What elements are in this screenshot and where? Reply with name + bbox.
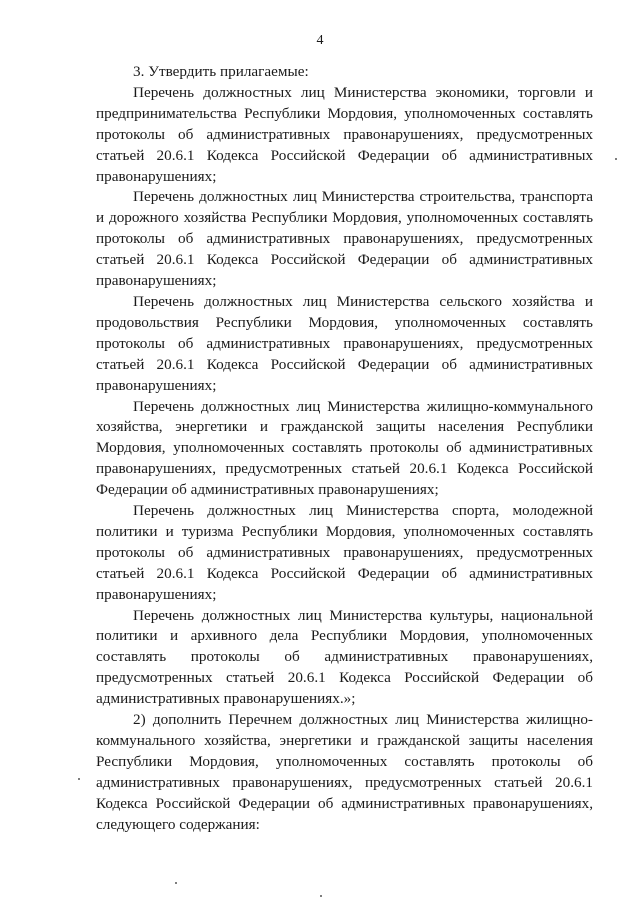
page-number: 4 xyxy=(316,33,324,48)
paragraph-list-housing: Перечень должностных лиц Министерства жилищно-коммунального хозяйства, энергетики и гражданской защиты населения Республики Мордовия, уполномоченных составлять протоколы об административных правонарушениях, предусмотренных статьей 20.6.1 Кодекса Российской Федерации об административных правонарушениях; xyxy=(96,397,593,499)
document-body xyxy=(96,62,593,836)
paragraph-list-construction: Перечень должностных лиц Министерства строительства, транспорта и дорожного хозяйства Республики Мордовия, уполномоченных составлять протоколы об административных правонарушениях, предусмотренных статьей 20.6.1 Кодекса Российской Федерации об административных правонарушениях; xyxy=(96,188,593,290)
paragraph-list-culture: Перечень должностных лиц Министерства культуры, национальной политики и архивного дела Республики Мордовия, уполномоченных составлять протоколы об административных правонарушениях, предусмотренных статьей 20.6.1 Кодекса Российской Федерации об административных правонарушениях.»; xyxy=(96,606,593,708)
paragraph-list-sport: Перечень должностных лиц Министерства спорта, молодежной политики и туризма Республики Мордовия, уполномоченных составлять протоколы об административных правонарушениях, предусмотренных статьей 20.6.1 Кодекса Российской Федерации об административных правонарушениях; xyxy=(96,502,593,603)
scan-speck xyxy=(175,882,177,884)
scan-speck xyxy=(615,158,617,160)
paragraph-item-2-supplement: 2) дополнить Перечнем должностных лиц Министерства жилищно-коммунального хозяйства, энергетики и гражданской защиты населения Республики Мордовия, уполномоченных составлять протоколы об административных правонарушениях, предусмотренных статьей 20.6.1 Кодекса Российской Федерации об административных правонарушениях, следующего содержания: xyxy=(96,711,593,833)
scan-speck xyxy=(78,778,80,780)
paragraph-item-3-intro: 3. Утвердить прилагаемые: xyxy=(133,63,309,80)
paragraph-list-agriculture: Перечень должностных лиц Министерства сельского хозяйства и продовольствия Республики Мордовия, уполномоченных составлять протоколы об административных правонарушениях, предусмотренных статьей 20.6.1 Кодекса Российской Федерации об административных правонарушениях; xyxy=(96,292,593,394)
paragraph-list-economy: Перечень должностных лиц Министерства экономики, торговли и предпринимательства Республики Мордовия, уполномоченных составлять протоколы об административных правонарушениях, предусмотренных статьей 20.6.1 Кодекса Российской Федерации об административных правонарушениях; xyxy=(96,83,593,185)
scan-speck xyxy=(320,895,322,897)
